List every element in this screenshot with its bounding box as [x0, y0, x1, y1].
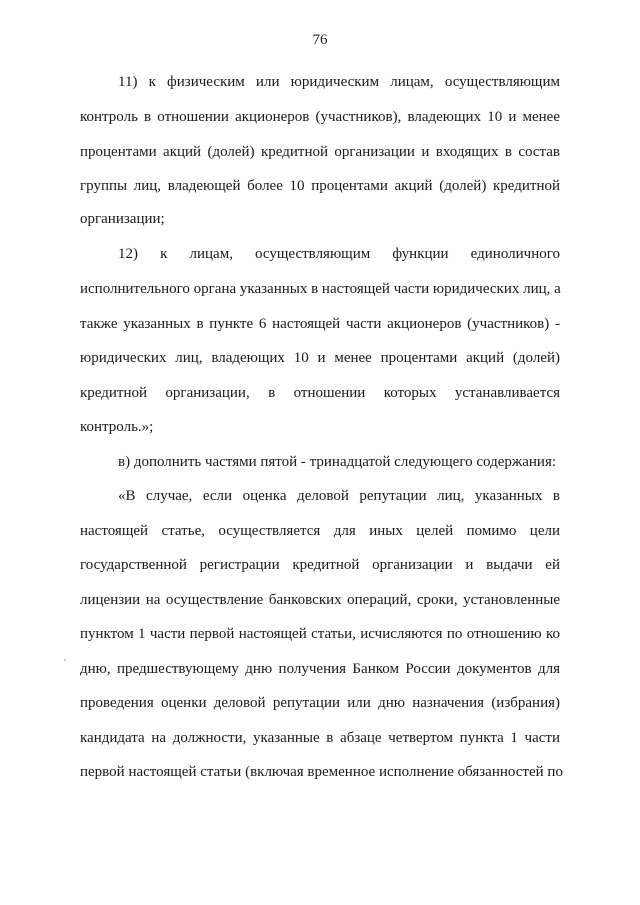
- scan-speck: [64, 659, 66, 661]
- text-line: государственной регистрации кредитной организации и выдачи ей: [80, 557, 560, 573]
- text-line: лицензии на осуществление банковских операций, сроки, установленные: [80, 592, 560, 608]
- text-line: также указанных в пункте 6 настоящей части акционеров (участников) -: [80, 316, 560, 332]
- text-line: организации;: [80, 211, 165, 227]
- page-number: 76: [312, 32, 328, 48]
- text-line: дню, предшествующему дню получения Банком России документов для: [80, 661, 560, 677]
- text-line: настоящей статье, осуществляется для иных целей помимо цели: [80, 523, 560, 539]
- text-line: первой настоящей статьи (включая временное исполнение обязанностей по: [80, 764, 563, 780]
- text-line: 12) к лицам, осуществляющим функции единоличного: [118, 246, 560, 262]
- text-line: пунктом 1 части первой настоящей статьи, исчисляются по отношению ко: [80, 626, 560, 642]
- text-line: группы лиц, владеющей более 10 процентами акций (долей) кредитной: [80, 178, 560, 194]
- text-line: юридических лиц, владеющих 10 и менее процентами акций (долей): [80, 350, 560, 366]
- text-line: процентами акций (долей) кредитной организации и входящих в состав: [80, 144, 560, 160]
- text-line: контроль в отношении акционеров (участников), владеющих 10 и менее: [80, 109, 560, 125]
- text-line: кредитной организации, в отношении которых устанавливается: [80, 385, 560, 401]
- text-line: контроль.»;: [80, 419, 154, 435]
- text-line: 11) к физическим или юридическим лицам, осуществляющим: [118, 74, 560, 90]
- text-line: проведения оценки деловой репутации или дню назначения (избрания): [80, 695, 560, 711]
- text-line: «В случае, если оценка деловой репутации лиц, указанных в: [118, 488, 560, 504]
- text-line: исполнительного органа указанных в настоящей части юридических лиц, а: [80, 281, 561, 297]
- text-line: в) дополнить частями пятой - тринадцатой следующего содержания:: [118, 454, 557, 470]
- text-line: кандидата на должности, указанные в абзаце четвертом пункта 1 части: [80, 730, 560, 746]
